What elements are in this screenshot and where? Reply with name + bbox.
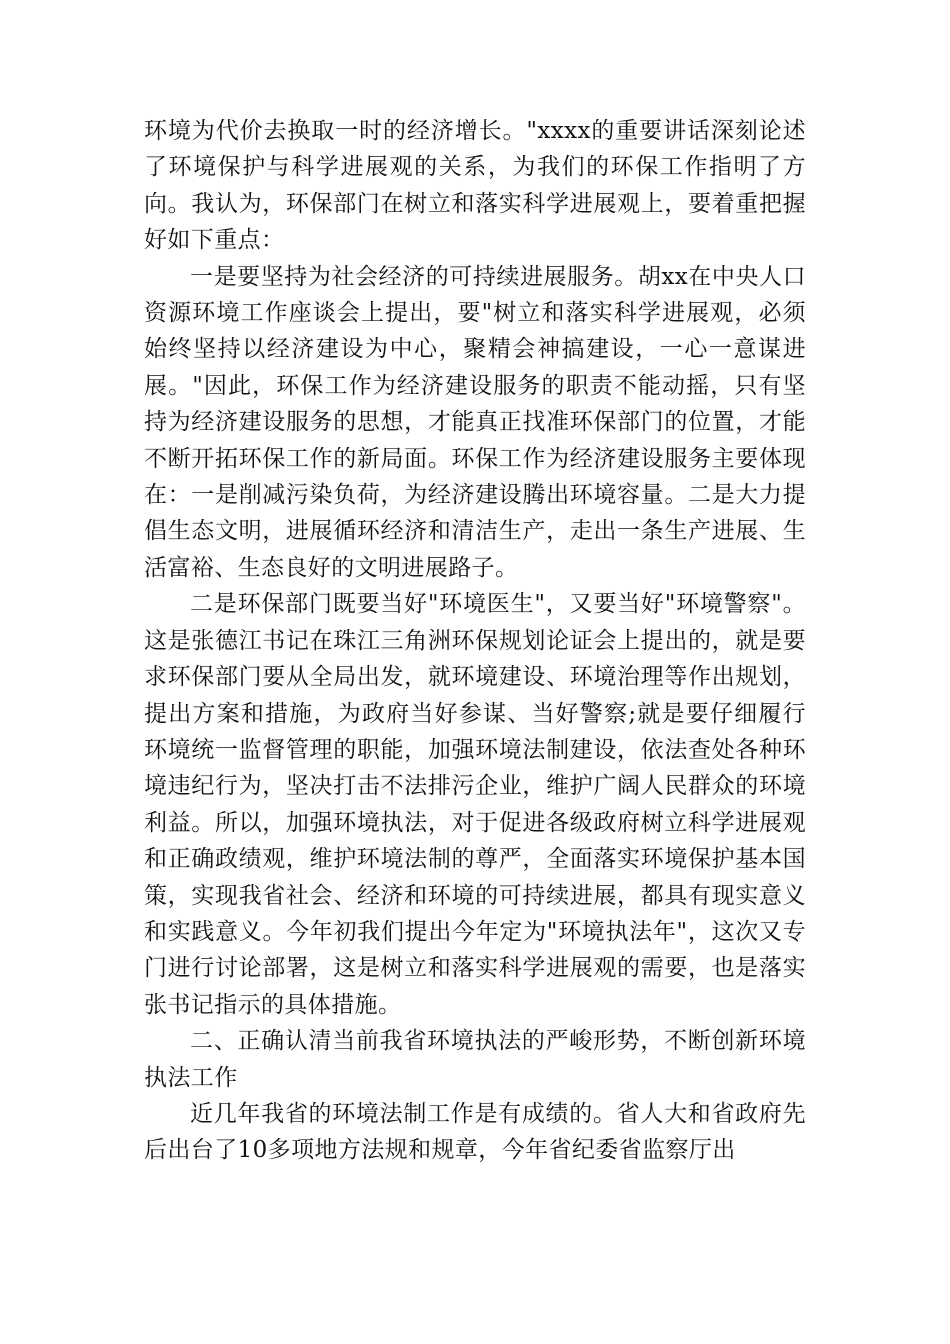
section-heading-law-enforcement: 二、正确认清当前我省环境执法的严峻形势，不断创新环境执法工作 xyxy=(144,1028,806,1091)
paragraph-continuation: 环境为代价去换取一时的经济增长。"xxxx的重要讲话深刻论述了环境保护与科学进展观的关系，为我们的环保工作指明了方向。我认为，环保部门在树立和落实科学进展观上，要着重把握好如下重点： xyxy=(144,118,806,254)
paragraph-sustainable-development: 一是要坚持为社会经济的可持续进展服务。胡xx在中央人口资源环境工作座谈会上提出，要"树立和落实科学进展观，必须始终坚持以经济建设为中心，聚精会神搞建设，一心一意谋进展。"因此，环保工作为经济建设服务的职责不能动摇，只有坚持为经济建设服务的思想，才能真正找准环保部门的位置，才能不断开拓环保工作的新局面。环保工作为经济建设服务主要体现在：一是削减污染负荷，为经济建设腾出环境容量。二是大力提倡生态文明，进展循环经济和清洁生产，走出一条生产进展、生活富裕、生态良好的文明进展路子。 xyxy=(144,263,806,581)
paragraph-environment-doctor-police: 二是环保部门既要当好"环境医生"，又要当好"环境警察"。这是张德江书记在珠江三角洲环保规划论证会上提出的，就是要求环保部门要从全局出发，就环境建设、环境治理等作出规划，提出方案和措施，为政府当好参谋、当好警察;就是要仔细履行环境统一监督管理的职能，加强环境法制建设，依法查处各种环境违纪行为，坚决打击不法排污企业，维护广阔人民群众的环境利益。所以，加强环境执法，对于促进各级政府树立科学进展观和正确政绩观，维护环境法制的尊严，全面落实环境保护基本国策，实现我省社会、经济和环境的可持续进展，都具有现实意义和实践意义。今年初我们提出今年定为"环境执法年"，这次又专门进行讨论部署，这是树立和落实科学进展观的需要，也是落实张书记指示的具体措施。 xyxy=(144,591,806,1018)
document-body xyxy=(144,113,806,1169)
paragraph-legal-achievements: 近几年我省的环境法制工作是有成绩的。省人大和省政府先后出台了10多项地方法规和规章，今年省纪委省监察厅出 xyxy=(144,1100,806,1164)
